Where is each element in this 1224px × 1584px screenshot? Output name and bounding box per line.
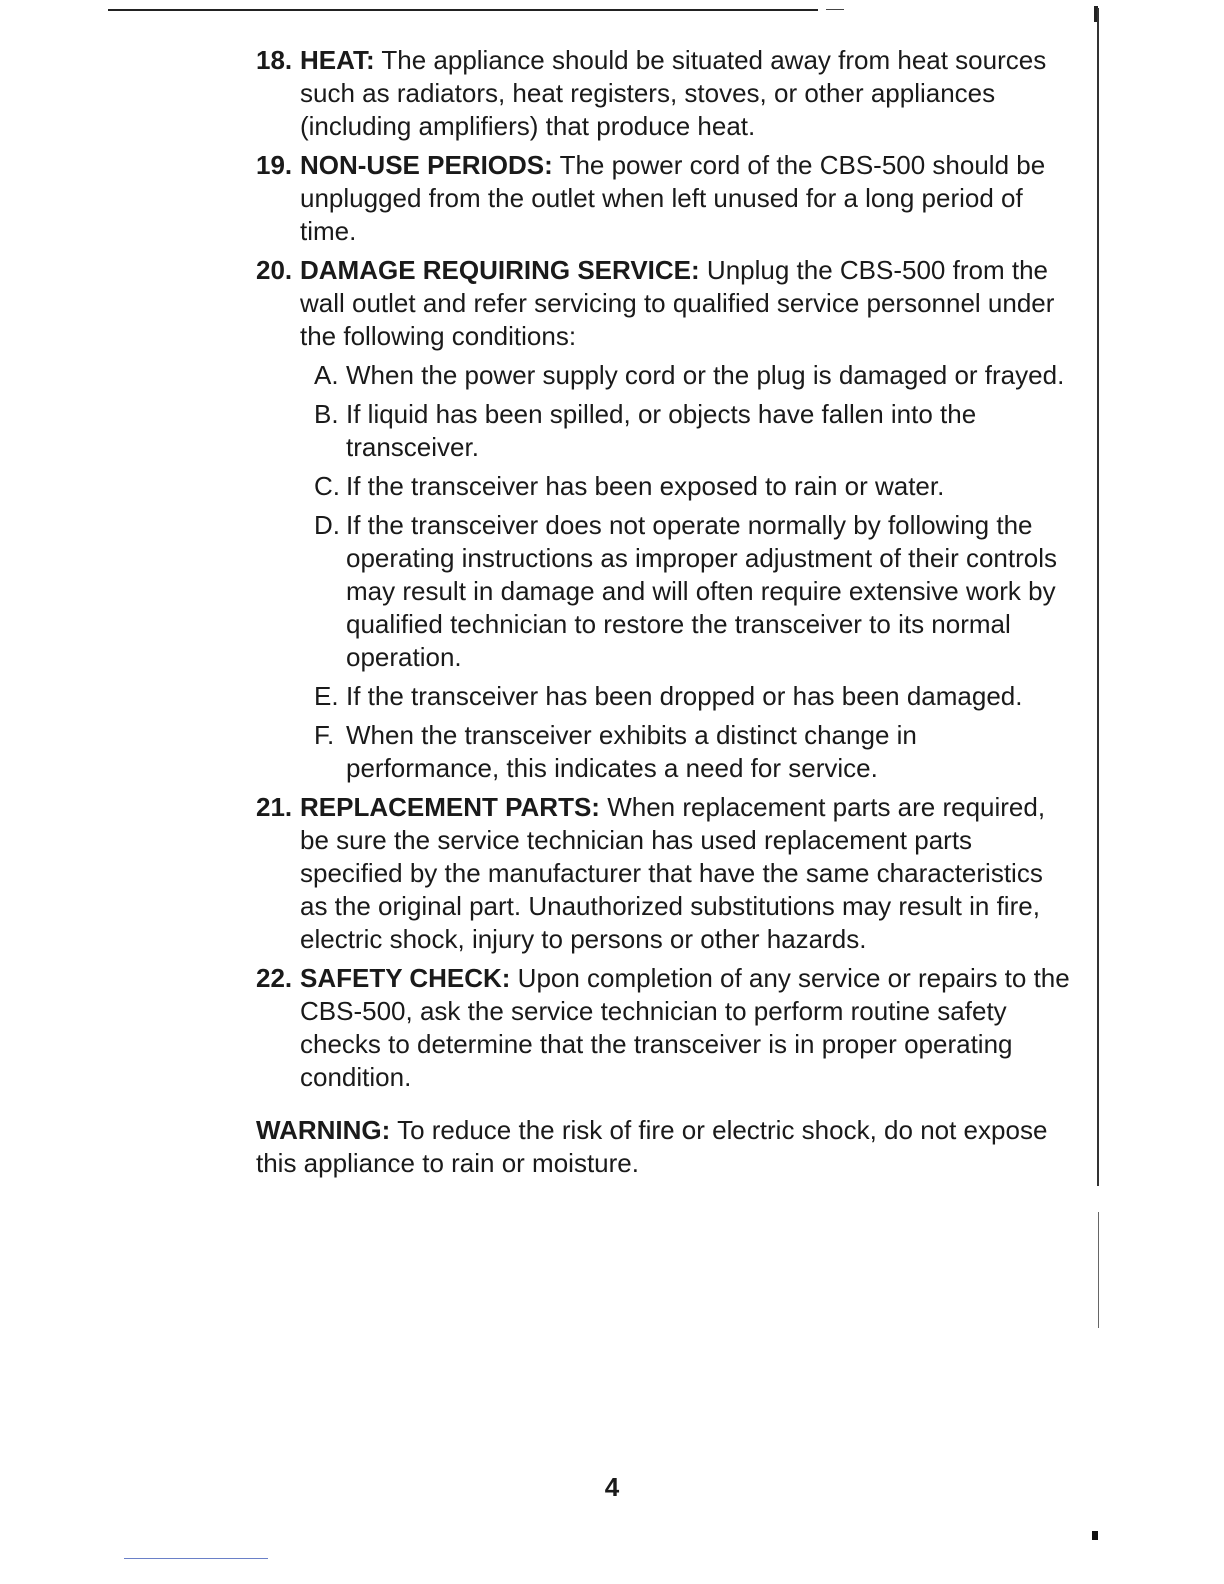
item-22 — [256, 962, 1076, 1094]
item-text: When replacement parts are required, be sure the service technician has used replacement parts specified by the manufacturer that have the same characteristics as the original part. Unauthorized substitutions may result in fire, electric shock, injury to persons or other hazards. — [300, 792, 1046, 954]
scan-border-top — [108, 9, 818, 11]
warning-heading: WARNING: — [256, 1115, 391, 1145]
page-number: 4 — [604, 1472, 620, 1502]
subitem-text: If the transceiver has been dropped or has been damaged. — [346, 681, 1023, 711]
scan-edge-right-lower — [1098, 1212, 1099, 1328]
item-text: The power cord of the CBS-500 should be unplugged from the outlet when left unused for a long period of time. — [300, 150, 1046, 246]
item-heading: SAFETY CHECK: — [300, 963, 511, 993]
subitem-e — [256, 680, 1076, 713]
subitem-letter: D. — [314, 510, 340, 540]
scan-edge-right — [1097, 8, 1099, 1186]
item-21 — [256, 791, 1076, 956]
item-number: 18. — [256, 45, 293, 75]
item-number: 19. — [256, 150, 293, 180]
item-18 — [256, 44, 1076, 143]
item-heading: DAMAGE REQUIRING SERVICE: — [300, 255, 700, 285]
subitem-text: When the power supply cord or the plug is damaged or frayed. — [346, 360, 1065, 390]
item-19 — [256, 149, 1076, 248]
warning-text: To reduce the risk of fire or electric shock, do not expose this appliance to rain or moisture. — [256, 1115, 1048, 1178]
subitem-letter: E. — [314, 681, 339, 711]
scan-dot — [1092, 1531, 1098, 1540]
subitem-b — [256, 398, 1076, 464]
item-heading: REPLACEMENT PARTS: — [300, 792, 600, 822]
subitem-d — [256, 509, 1076, 674]
item-heading: HEAT: — [300, 45, 375, 75]
subitem-text: If the transceiver has been exposed to rain or water. — [346, 471, 945, 501]
subitem-letter: F. — [314, 720, 335, 750]
subitem-f — [256, 719, 1076, 785]
item-heading: NON-USE PERIODS: — [300, 150, 553, 180]
subitem-text: If the transceiver does not operate normally by following the operating instructions as improper adjustment of their controls may result in damage and will often require extensive work by qualified technician to restore the transceiver to its normal operation. — [346, 510, 1058, 672]
item-number: 21. — [256, 792, 293, 822]
subitem-letter: C. — [314, 471, 340, 501]
warning-paragraph — [256, 1114, 1076, 1180]
subitem-text: If liquid has been spilled, or objects have fallen into the transceiver. — [346, 399, 977, 462]
item-number: 22. — [256, 963, 293, 993]
document-body — [256, 44, 1076, 1180]
subitem-letter: A. — [314, 360, 339, 390]
item-number: 20. — [256, 255, 293, 285]
item-text: Upon completion of any service or repairs to the CBS-500, ask the service technician to perform routine safety checks to determine that the transceiver is in proper operating condition. — [300, 963, 1070, 1092]
item-text: The appliance should be situated away from heat sources such as radiators, heat registers, stoves, or other appliances (including amplifiers) that produce heat. — [300, 45, 1047, 141]
subitem-letter: B. — [314, 399, 339, 429]
subitem-text: When the transceiver exhibits a distinct change in performance, this indicates a need for service. — [346, 720, 917, 783]
scan-border-top-dash — [826, 9, 844, 10]
scan-border-bottom — [124, 1558, 268, 1559]
subitem-a — [256, 359, 1076, 392]
item-text: Unplug the CBS-500 from the wall outlet and refer servicing to qualified service personnel under the following conditions: — [300, 255, 1055, 351]
item-20 — [256, 254, 1076, 785]
subitem-c — [256, 470, 1076, 503]
